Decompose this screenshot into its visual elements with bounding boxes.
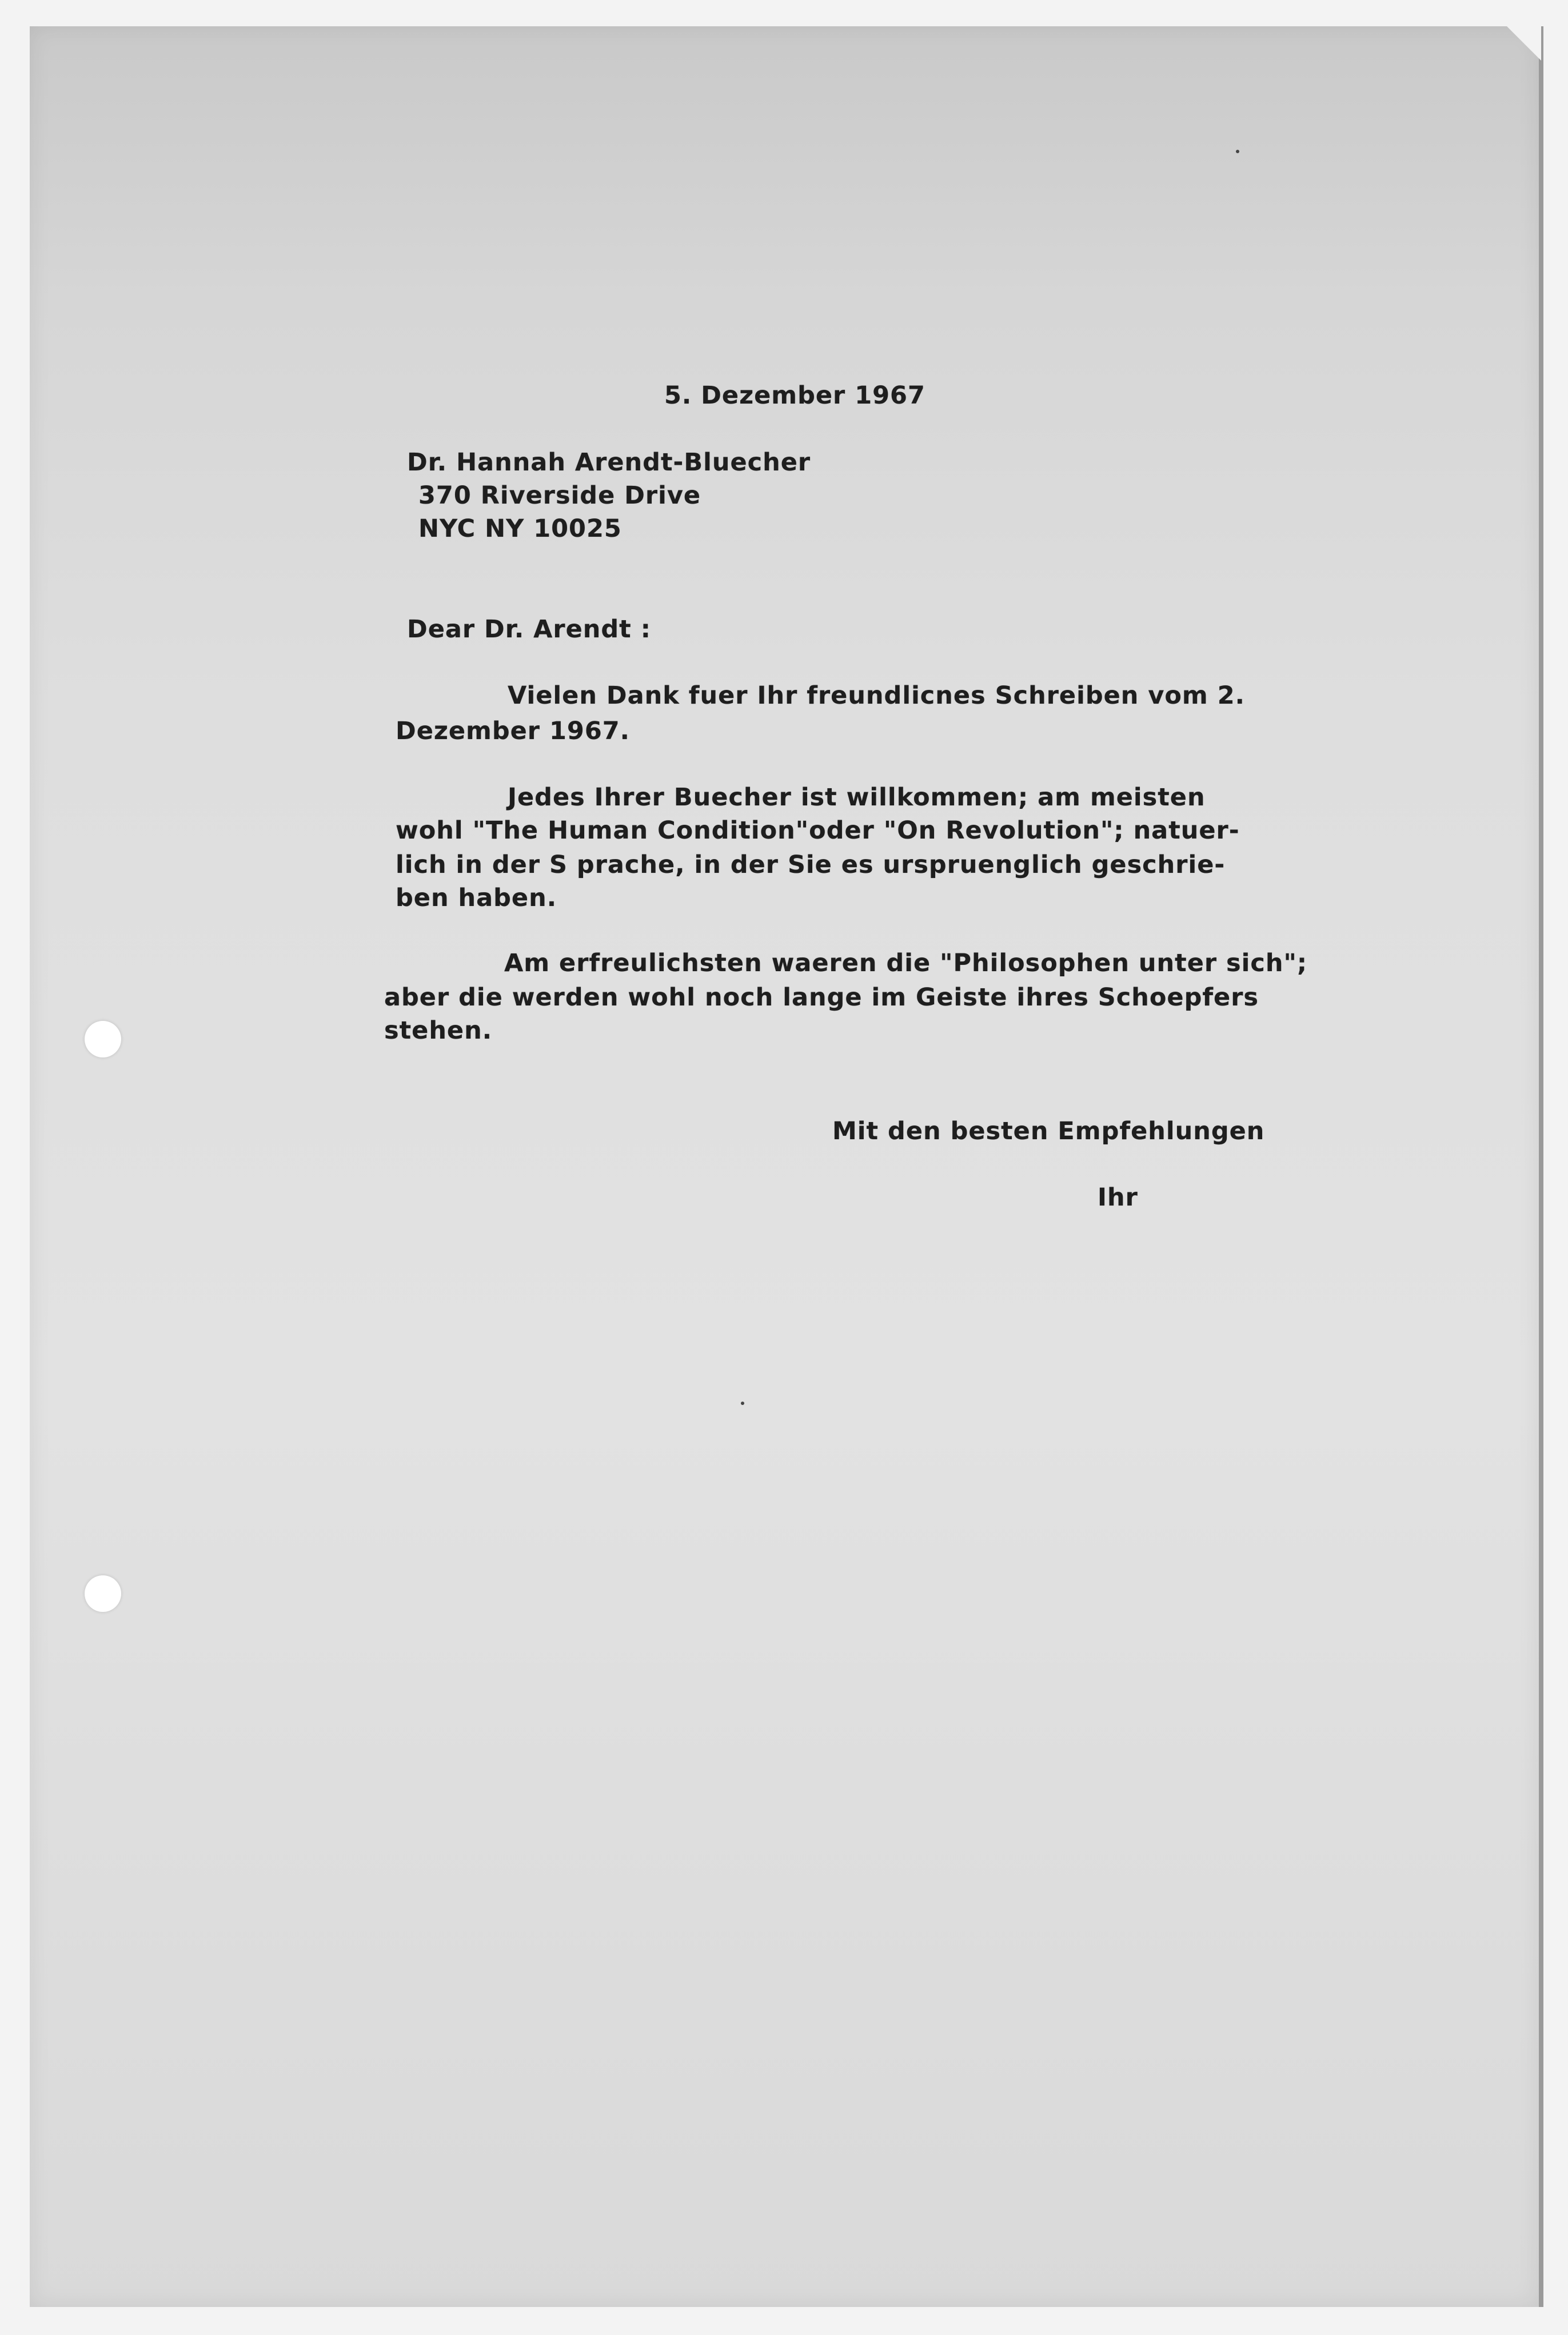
paragraph-3-line-1: Am erfreulichsten waeren die "Philosophen unter sich"; <box>504 949 1308 977</box>
salutation: Dear Dr. Arendt : <box>407 615 651 644</box>
letter-date: 5. Dezember 1967 <box>664 381 925 410</box>
paragraph-3-line-3: stehen. <box>384 1016 493 1045</box>
paper-edge <box>1539 26 1543 2307</box>
ink-speck <box>1236 150 1239 153</box>
punch-hole-bottom <box>85 1575 121 1612</box>
paragraph-2-line-2: wohl "The Human Condition"oder "On Revolution"; natuer- <box>396 816 1240 845</box>
signature: Ihr <box>1098 1183 1138 1212</box>
paragraph-2-line-3: lich in der S prache, in der Sie es urspruenglich geschrie- <box>396 851 1226 879</box>
paragraph-2-line-1: Jedes Ihrer Buecher ist willkommen; am meisten <box>508 783 1206 812</box>
punch-hole-top <box>85 1021 121 1057</box>
address-line-name: Dr. Hannah Arendt-Bluecher <box>407 448 811 477</box>
paragraph-1-line-2: Dezember 1967. <box>396 717 630 745</box>
paragraph-3-line-2: aber die werden wohl noch lange im Geiste ihres Schoepfers <box>384 983 1259 1012</box>
paragraph-2-line-4: ben haben. <box>396 884 557 912</box>
ink-speck <box>741 1402 744 1405</box>
paragraph-1-line-1: Vielen Dank fuer Ihr freundlicnes Schreiben vom 2. <box>508 681 1245 710</box>
address-line-street: 370 Riverside Drive <box>418 481 701 510</box>
folded-corner <box>1507 26 1541 61</box>
letter-paper <box>30 26 1539 2307</box>
address-line-city: NYC NY 10025 <box>418 514 622 543</box>
closing: Mit den besten Empfehlungen <box>832 1117 1265 1145</box>
